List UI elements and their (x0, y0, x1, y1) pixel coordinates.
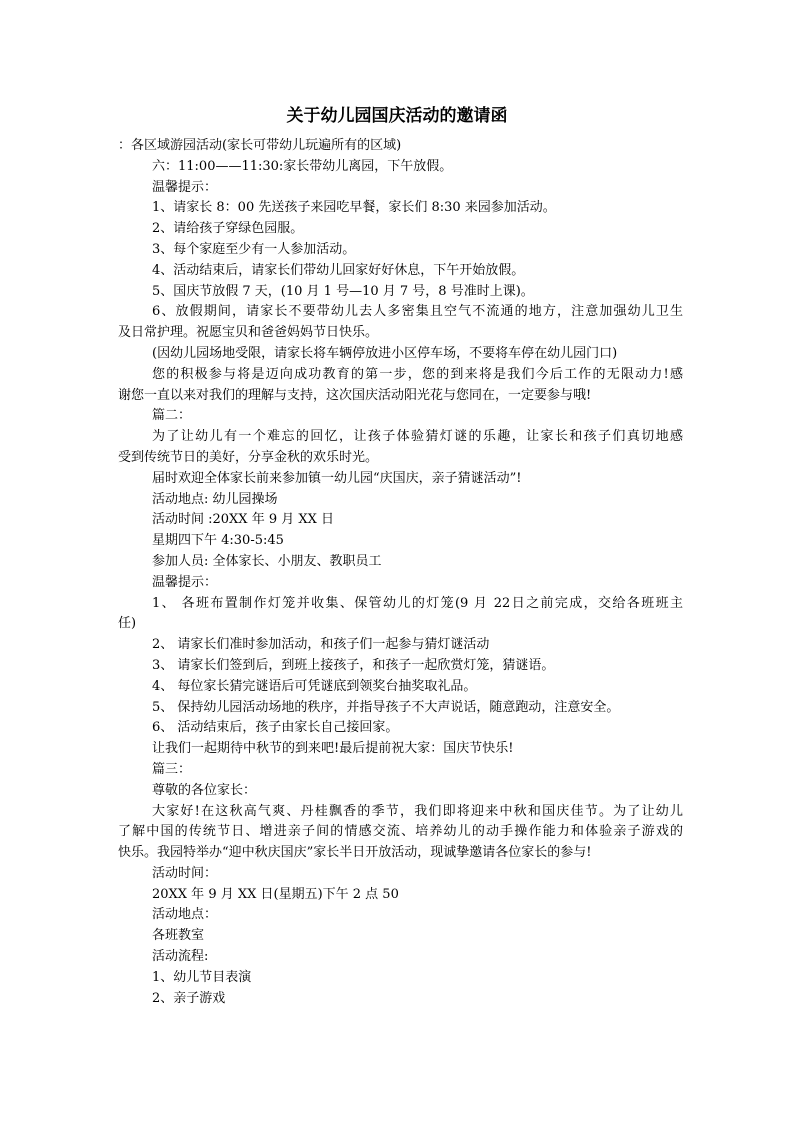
paragraph-line: 4、 每位家长猜完谜语后可凭谜底到领奖台抽奖取礼品。 (152, 678, 477, 694)
paragraph-line: 活动地点： (152, 907, 218, 923)
paragraph-line: 活动时间 :20XX 年 9 月 XX 日 (152, 512, 335, 528)
paragraph-line: 篇三： (152, 761, 192, 777)
paragraph-line: 20XX 年 9 月 XX 日(星期五)下午 2 点 50 (152, 886, 399, 902)
paragraph-line: 谢您一直以来对我们的理解与支持，这次国庆活动阳光花与您同在，一定要参与哦! (118, 387, 592, 403)
paragraph-line: 2、 请家长们准时参加活动，和孩子们一起参与猜灯谜活动 (152, 637, 490, 653)
paragraph-line: 星期四下午 4:30-5:45 (152, 533, 284, 549)
paragraph-line: 快乐。我园特举办“迎中秋庆国庆”家长半日开放活动，现诚挚邀请各位家长的参与! (118, 845, 592, 861)
paragraph-line: 了解中国的传统节日、增进亲子间的情感交流、培养幼儿的动手操作能力和体验亲子游戏的 (118, 824, 683, 840)
paragraph-line: 各班教室 (152, 928, 205, 944)
paragraph-line: 1、幼儿节目表演 (152, 969, 252, 985)
document-body (118, 136, 683, 1009)
paragraph-line: 5、 保持幼儿园活动场地的秩序，并指导孩子不大声说话，随意跑动，注意安全。 (152, 699, 620, 715)
paragraph-line: 3、 请家长们签到后，到班上接孩子，和孩子一起欣赏灯笼，猜谜语。 (152, 657, 555, 673)
paragraph-line: 4、活动结束后，请家长们带幼儿回家好好休息，下午开始放假。 (152, 262, 525, 278)
paragraph-line: 活动流程: (152, 949, 209, 965)
paragraph-line: 让我们一起期待中秋节的到来吧!最后提前祝大家：国庆节快乐! (152, 741, 514, 757)
paragraph-line: 2、请给孩子穿绿色园服。 (152, 221, 304, 237)
paragraph-line: 3、每个家庭至少有一人参加活动。 (152, 241, 356, 257)
paragraph-line: 受到传统节日的美好，分享金秋的欢乐时光。 (118, 449, 379, 465)
paragraph-line: 及日常护理。祝愿宝贝和爸爸妈妈节日快乐。 (118, 325, 379, 341)
paragraph-line: 您的积极参与将是迈向成功教育的第一步，您的到来将是我们今后工作的无限动力!感 (152, 366, 683, 382)
paragraph-line: 任) (118, 616, 137, 632)
paragraph-line: 1、 各班布置制作灯笼并收集、保管幼儿的灯笼(9 月 22日之前完成，交给各班班主 (152, 595, 683, 611)
paragraph-line: 篇二： (152, 408, 192, 424)
paragraph-line: 2、亲子游戏 (152, 990, 226, 1006)
paragraph-line: 1、请家长 8：00 先送孩子来园吃早餐，家长们 8:30 来园参加活动。 (152, 200, 556, 216)
paragraph-line: (因幼儿园场地受限，请家长将车辆停放进小区停车场，不要将车停在幼儿园门口) (152, 345, 618, 361)
document-title: 关于幼儿园国庆活动的邀请函 (286, 106, 508, 126)
paragraph-line: 大家好!在这秋高气爽、丹桂飘香的季节，我们即将迎来中秋和国庆佳节。为了让幼儿 (152, 803, 683, 819)
paragraph-line: 6、 活动结束后，孩子由家长自己接回家。 (152, 720, 399, 736)
paragraph-line: 温馨提示： (152, 179, 218, 195)
paragraph-line: 届时欢迎全体家长前来参加镇一幼儿园“庆国庆，亲子猜谜活动”! (152, 470, 522, 486)
paragraph-line: 活动时间： (152, 865, 218, 881)
paragraph-line: 5、国庆节放假 7 天，(10 月 1 号—10 月 7 号，8 号准时上课)。 (152, 283, 534, 299)
paragraph-line: ：各区域游园活动(家长可带幼儿玩遍所有的区域) (118, 138, 402, 153)
paragraph-line: 参加人员: 全体家长、小朋友、教职员工 (152, 553, 382, 569)
paragraph-line: 活动地点: 幼儿园操场 (152, 491, 278, 507)
paragraph-line: 尊敬的各位家长： (152, 782, 257, 798)
paragraph-line: 温馨提示： (152, 574, 218, 590)
paragraph-line: 六：11:00——11:30:家长带幼儿离园，下午放假。 (152, 158, 453, 174)
paragraph-line: 为了让幼儿有一个难忘的回忆，让孩子体验猜灯谜的乐趣，让家长和孩子们真切地感 (152, 429, 683, 445)
paragraph-line: 6、放假期间，请家长不要带幼儿去人多密集且空气不流通的地方，注意加强幼儿卫生 (152, 304, 683, 320)
